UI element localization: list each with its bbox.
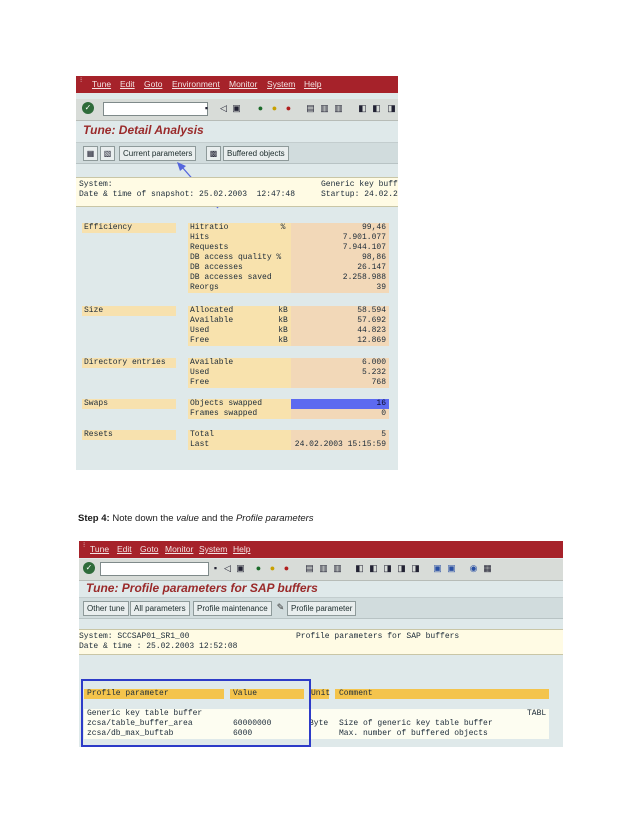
menu-help[interactable]: Help	[304, 79, 322, 89]
stat-category: Size	[82, 306, 176, 316]
stat-unit: kB	[278, 326, 288, 335]
stat-value[interactable]: 16	[376, 399, 386, 408]
next-page-icon[interactable]: ◨	[387, 103, 396, 113]
screenshot-detail-analysis	[76, 76, 398, 470]
stat-value[interactable]: 98,86	[361, 253, 386, 262]
menu-system-2[interactable]: System	[199, 544, 228, 554]
back-arrow-icon[interactable]: ◁	[220, 103, 227, 113]
snapshot-datetime: Date & time of snapshot: 25.02.2003 12:47:48	[79, 190, 296, 199]
find-next-icon[interactable]: ▥	[334, 103, 343, 113]
screenshot-profile-parameters	[79, 541, 563, 747]
stat-label: DB accesses saved	[190, 273, 272, 282]
new-session-icon[interactable]: ▣	[433, 563, 442, 573]
stat-label: Hitratio	[190, 223, 229, 232]
enter-check-icon-2[interactable]: ✓	[83, 562, 95, 574]
window-grip-icon: ⁝	[80, 77, 83, 84]
startup-date: Startup: 24.02.2	[321, 190, 398, 199]
pencil-icon: ✎	[276, 602, 285, 612]
next-page-icon-2[interactable]: ◨	[383, 563, 392, 573]
stat-label: Free	[190, 378, 210, 387]
step-number: Step 4:	[78, 513, 110, 524]
exit-icon-2[interactable]: ●	[269, 563, 276, 573]
stat-value[interactable]: 44.823	[357, 326, 386, 335]
stat-label: Available	[190, 358, 234, 367]
stat-unit: kB	[278, 306, 288, 315]
stat-label: DB access quality %	[190, 253, 282, 262]
command-field-2[interactable]	[100, 562, 209, 576]
other-tune-button[interactable]: Other tune	[83, 601, 129, 616]
stat-label: Reorgs	[190, 283, 219, 292]
menu-edit-2[interactable]: Edit	[117, 544, 132, 554]
step-instruction	[78, 513, 314, 524]
save-icon[interactable]: ▣	[232, 103, 241, 113]
first-page-icon-2[interactable]: ◧	[355, 563, 364, 573]
stat-unit: %	[280, 223, 286, 232]
col-header-comment[interactable]: Comment	[339, 689, 373, 698]
col-header-value[interactable]: Value	[233, 689, 258, 698]
menu-system[interactable]: System	[267, 79, 296, 89]
stat-label: Total	[190, 430, 215, 439]
previous-page-icon[interactable]: ◧	[372, 103, 381, 113]
stat-value[interactable]: 6.000	[361, 358, 386, 367]
profile-parameter-button[interactable]: Profile parameter	[287, 601, 356, 616]
stat-label: Used	[190, 368, 210, 377]
back-arrow-icon-2[interactable]: ◁	[224, 563, 231, 573]
all-parameters-button[interactable]: All parameters	[130, 601, 190, 616]
last-page-icon-2[interactable]: ◨	[397, 563, 406, 573]
menu-bar-2	[79, 541, 563, 558]
enter-check-icon[interactable]: ✓	[82, 102, 94, 114]
stat-value[interactable]: 26.147	[357, 263, 386, 272]
param-name: zcsa/table_buffer_area	[87, 719, 193, 728]
exit-icon[interactable]: ●	[271, 103, 278, 113]
previous-page-icon-2[interactable]: ◧	[369, 563, 378, 573]
menu-environment[interactable]: Environment	[172, 79, 220, 89]
cancel-icon-2[interactable]: ●	[283, 563, 290, 573]
stat-value[interactable]: 5	[381, 430, 386, 439]
stat-label: Objects swapped	[190, 399, 263, 408]
snapshot-datetime-2: Date & time : 25.02.2003 12:52:08	[79, 642, 238, 651]
menu-edit[interactable]: Edit	[120, 79, 135, 89]
buffer-icon[interactable]: ▩	[206, 146, 221, 161]
print-icon[interactable]: ▤	[306, 103, 315, 113]
standard-toolbar-2	[79, 559, 563, 581]
stat-value[interactable]: 7.944.107	[342, 243, 386, 252]
stat-label: Last	[190, 440, 210, 449]
save-icon-2[interactable]: ▣	[236, 563, 245, 573]
command-dropdown-icon-2[interactable]: ▪	[213, 563, 218, 573]
profile-header: Profile parameters for SAP buffers	[296, 632, 460, 641]
stat-label: Used	[190, 326, 210, 335]
param-name: zcsa/db_max_buftab	[87, 729, 174, 738]
shortcut-icon[interactable]: ▣	[447, 563, 456, 573]
stat-unit: kB	[278, 336, 288, 345]
current-parameters-button[interactable]: Current parameters	[119, 146, 196, 161]
menu-help-2[interactable]: Help	[233, 544, 251, 554]
menu-goto-2[interactable]: Goto	[140, 544, 159, 554]
stat-label: Frames swapped	[190, 409, 258, 418]
stat-value[interactable]: 0	[381, 409, 386, 418]
find-next-icon-2[interactable]: ▥	[333, 563, 342, 573]
stat-label: Allocated	[190, 306, 234, 315]
stat-label: Hits	[190, 233, 210, 242]
buffer-name: Generic key buff	[321, 180, 398, 189]
profile-maintenance-button[interactable]: Profile maintenance	[193, 601, 272, 616]
cancel-icon[interactable]: ●	[285, 103, 292, 113]
window-grip-icon-2: ⁝	[83, 542, 86, 549]
help-icon[interactable]: ◉	[469, 563, 478, 573]
find-icon[interactable]: ▥	[320, 103, 329, 113]
history-icon[interactable]: ▧	[100, 146, 115, 161]
back-icon-2[interactable]: ●	[255, 563, 262, 573]
stat-unit: kB	[278, 316, 288, 325]
stat-value[interactable]: 7.901.077	[342, 233, 386, 242]
group-name: Generic key table buffer	[87, 709, 203, 718]
stat-value[interactable]: 24.02.2003 15:15:59	[294, 440, 386, 449]
stat-category: Efficiency	[82, 223, 176, 233]
stat-value[interactable]: 57.692	[357, 316, 386, 325]
stat-value[interactable]: 39	[376, 283, 386, 292]
layout-menu-icon[interactable]: ▦	[483, 563, 492, 573]
buffered-objects-button[interactable]: Buffered objects	[223, 146, 289, 161]
param-comment: Max. number of buffered objects	[339, 729, 488, 738]
command-dropdown-icon[interactable]: ▪	[204, 103, 209, 113]
highlight-frame	[81, 679, 311, 747]
param-comment: Size of generic key table buffer	[339, 719, 493, 728]
menu-tune[interactable]: Tune	[92, 79, 112, 89]
group-tag: TABL	[527, 709, 547, 718]
stat-label: Free	[190, 336, 210, 345]
menu-monitor-2[interactable]: Monitor	[165, 544, 194, 554]
step-value-term: value	[176, 513, 199, 524]
first-page-icon[interactable]: ◧	[358, 103, 367, 113]
step-profile-term: Profile parameters	[235, 513, 314, 524]
menu-tune-2[interactable]: Tune	[90, 544, 110, 554]
bookmark-icon-2[interactable]: ◨	[411, 563, 420, 573]
stat-category: Swaps	[82, 399, 176, 409]
stat-category: Directory entries	[82, 358, 176, 368]
stat-label: DB accesses	[190, 263, 243, 272]
stat-label: Requests	[190, 243, 229, 252]
menu-monitor[interactable]: Monitor	[229, 79, 258, 89]
refresh-icon[interactable]: ▦	[83, 146, 98, 161]
back-icon[interactable]: ●	[257, 103, 264, 113]
stat-value[interactable]: 768	[371, 378, 386, 387]
find-icon-2[interactable]: ▥	[319, 563, 328, 573]
param-unit: Byte	[309, 719, 329, 728]
param-value: 60000000	[233, 719, 272, 728]
param-value: 6000	[233, 729, 253, 738]
stat-value[interactable]: 58.594	[357, 306, 386, 315]
step-text-2: and the	[198, 513, 236, 524]
system-label-2: System: SCCSAP01_SR1_00	[79, 632, 190, 641]
stat-value[interactable]: 5.232	[361, 368, 386, 377]
page-title: Tune: Detail Analysis	[83, 123, 204, 137]
stat-label: Available	[190, 316, 234, 325]
system-label: System:	[79, 180, 113, 189]
menu-goto[interactable]: Goto	[144, 79, 163, 89]
stat-value[interactable]: 12.869	[357, 336, 386, 345]
application-toolbar-2	[79, 597, 563, 619]
page-title-2: Tune: Profile parameters for SAP buffers	[86, 581, 318, 595]
step-text-1: Note down the	[109, 513, 177, 524]
stat-value[interactable]: 2.258.988	[342, 273, 386, 282]
stat-value[interactable]: 99,46	[361, 223, 386, 232]
stat-category: Resets	[82, 430, 176, 440]
print-icon-2[interactable]: ▤	[305, 563, 314, 573]
col-header-parameter[interactable]: Profile parameter	[87, 689, 169, 698]
col-header-unit[interactable]: Unit	[311, 689, 331, 698]
